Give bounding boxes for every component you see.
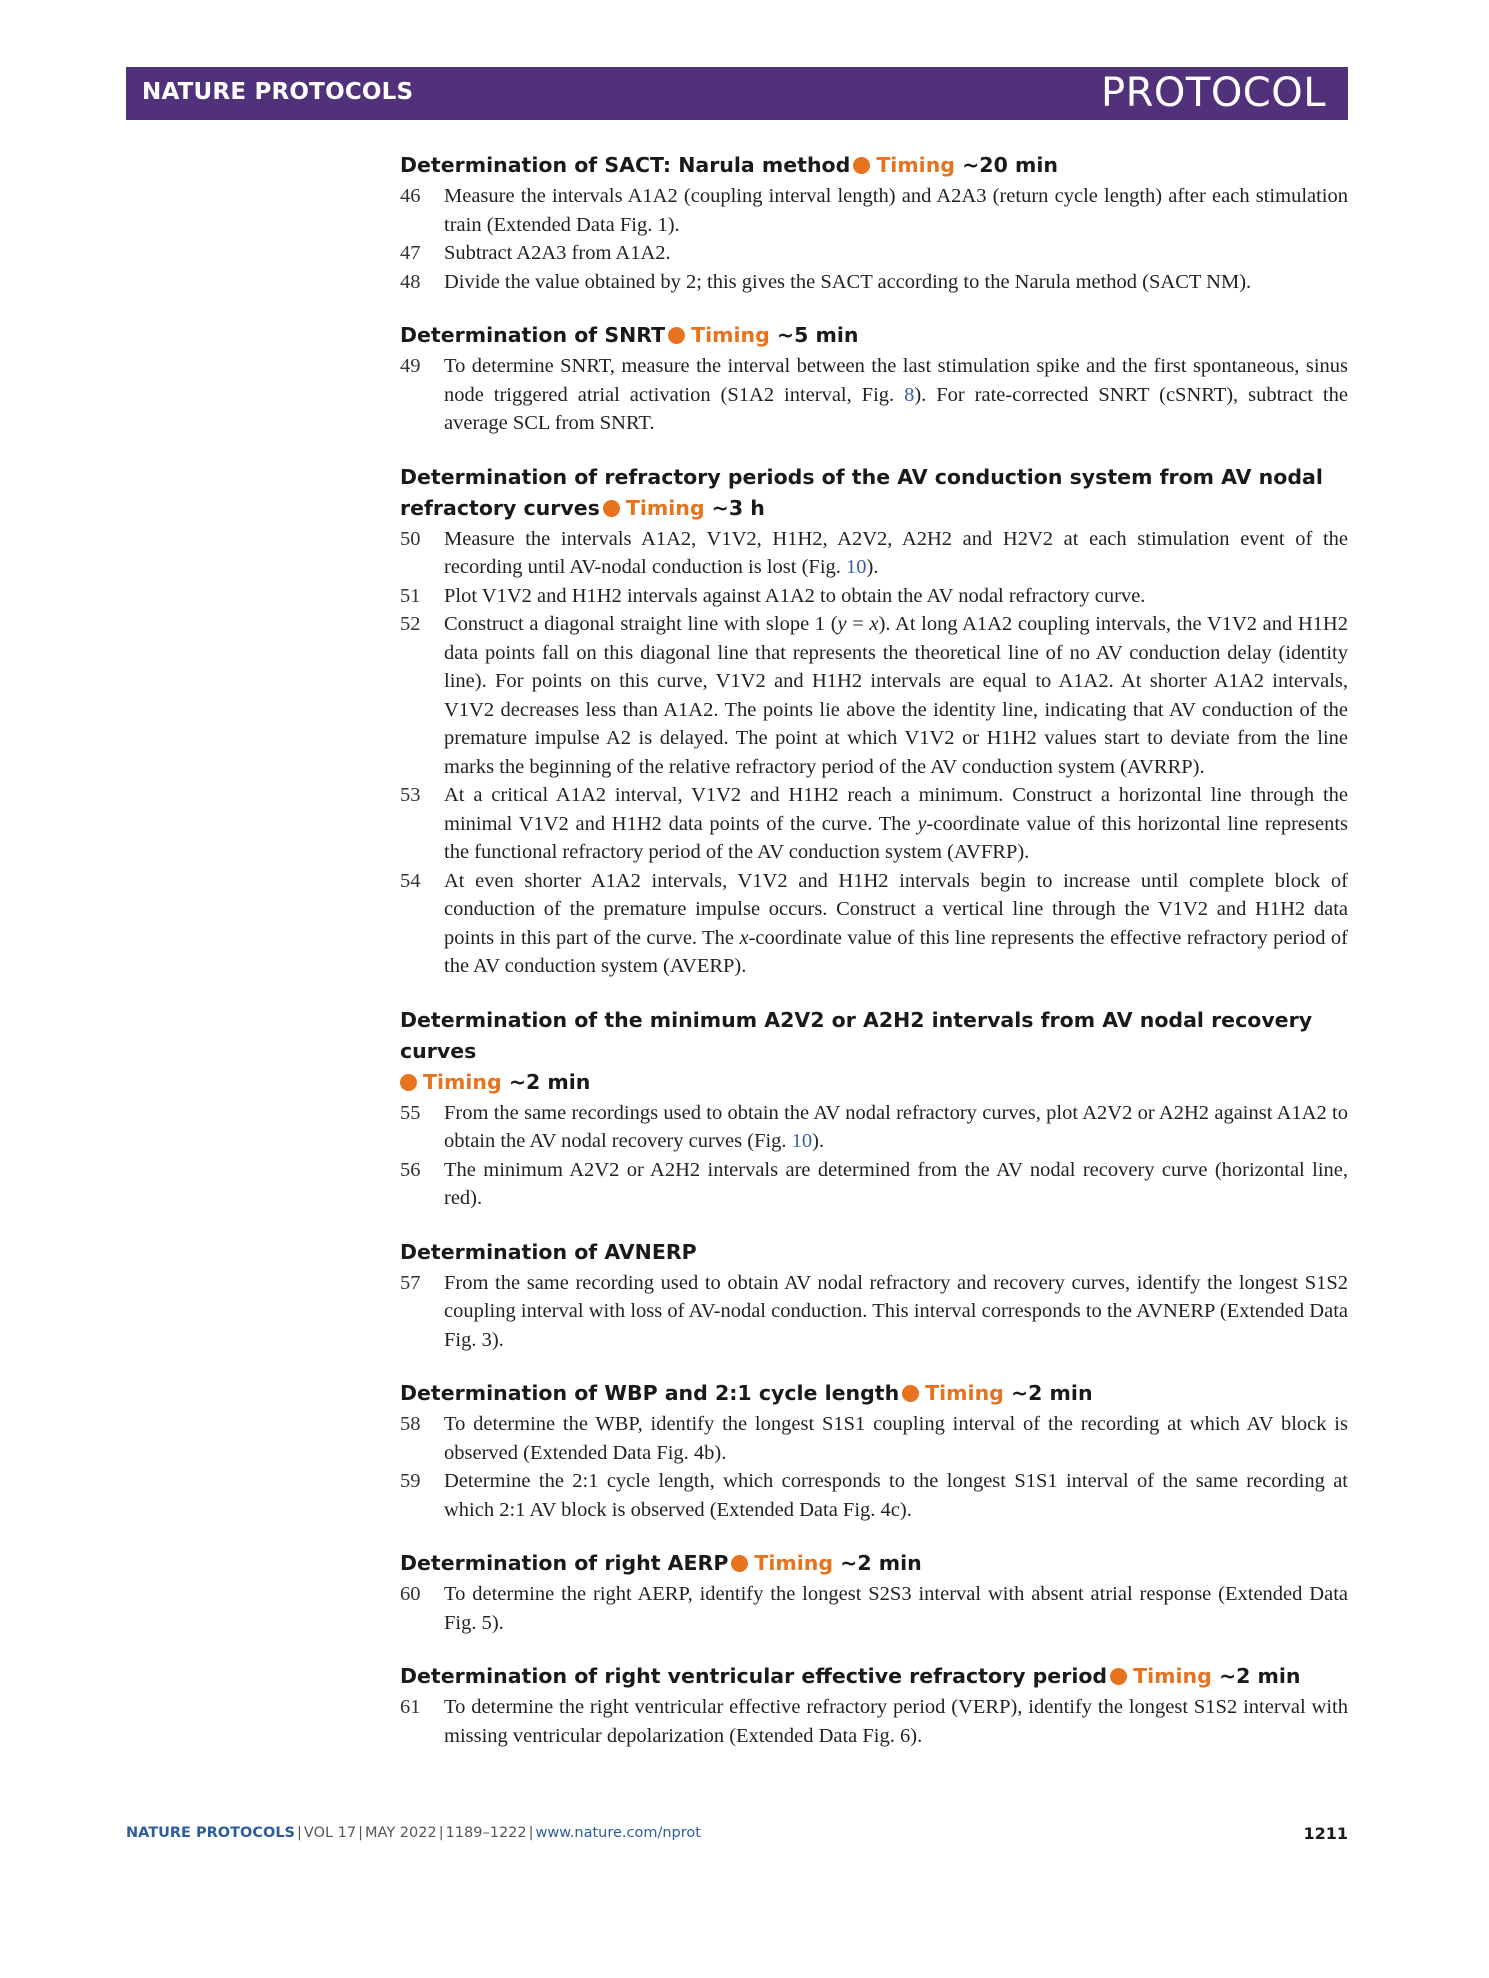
equation-op: = <box>846 613 870 635</box>
timing-label: Timing <box>691 323 770 347</box>
timing-value: ~5 min <box>776 323 859 347</box>
step <box>400 525 1348 582</box>
step-number: 47 <box>400 242 421 264</box>
step-text <box>444 867 1348 981</box>
step-text-part: At even shorter A1A2 intervals, V1V2 and H1H2 intervals begin to increase until complete block of conduction of the premature impulse occurs. Construct a vertical line through the V1V2 and H1H2 data points in this part of the curve. The <box>444 869 1348 949</box>
timing-value: ~2 min <box>840 1551 922 1575</box>
figure-link[interactable]: 10 <box>791 1130 813 1152</box>
italic-var: y <box>917 812 927 835</box>
section-title: Determination of the minimum A2V2 or A2H2 intervals from AV nodal recovery curves <box>400 1007 1313 1063</box>
step-number: 60 <box>400 1583 421 1605</box>
timing-value: ~20 min <box>962 153 1058 177</box>
step-number: 52 <box>400 613 421 635</box>
step-text <box>444 781 1348 867</box>
step-number: 46 <box>400 185 421 207</box>
step-number: 51 <box>400 584 421 607</box>
footer-citation <box>126 1825 701 1841</box>
step <box>400 867 1348 981</box>
document-type: PROTOCOL <box>1100 70 1326 116</box>
timing-value: ~2 min <box>1218 1664 1301 1688</box>
italic-var: x <box>739 926 749 949</box>
step-number: 48 <box>400 270 421 293</box>
step-text-part: From the same recordings used to obtain the AV nodal refractory curves, plot A2V2 or A2H2 against A1A2 to obtain the AV nodal recovery curves (Fig. <box>444 1101 1348 1152</box>
step <box>400 182 1348 239</box>
step-text <box>444 610 1348 781</box>
timing-dot-icon <box>400 1074 417 1091</box>
step-text: To determine the right AERP, identify the longest S2S3 interval with absent atrial response (Extended Data Fig. 5). <box>444 1583 1348 1634</box>
timing-dot-icon <box>902 1385 919 1402</box>
step-text-part: -coordinate value of this line represents the effective refractory period of the AV conduction system (AVERP). <box>444 926 1348 977</box>
page-number: 1211 <box>1303 1824 1348 1843</box>
step <box>400 239 1348 268</box>
step <box>400 1693 1348 1750</box>
step-text <box>444 352 1348 438</box>
footer-journal: NATURE PROTOCOLS <box>126 1825 296 1841</box>
step-number: 59 <box>400 1470 421 1492</box>
footer-volume: VOL 17 <box>303 1825 357 1841</box>
figure-link[interactable]: 10 <box>846 556 867 578</box>
section-snrt <box>400 320 1348 438</box>
equation-var: y <box>837 613 847 635</box>
footer-pages: 1189–1222 <box>445 1825 527 1841</box>
timing-label: Timing <box>423 1069 502 1094</box>
step-text-part: At a critical A1A2 interval, V1V2 and H1H2 reach a minimum. Construct a horizontal line through the minimal V1V2 and H1H2 data points of the curve. The <box>444 784 1348 835</box>
section-heading <box>400 1661 1348 1692</box>
step <box>400 268 1348 297</box>
step <box>400 582 1348 611</box>
separator: | <box>358 1825 364 1841</box>
step <box>400 1467 1348 1524</box>
section-av-refractory <box>400 462 1348 981</box>
timing-label: Timing <box>876 153 955 177</box>
step-text-part: ). At long A1A2 coupling intervals, the V1V2 and H1H2 data points fall on this diagonal line that represents the theoretical line of no AV conduction delay (identity line). For points on this curve, V1V2 and H1H2 intervals are equal to A1A2. At shorter A1A2 intervals, V1V2 decreases less than A1A2. The points lie above the identity line, indicating that AV conduction of the premature impulse A2 is delayed. The point at which V1V2 or H1H2 values start to deviate from the line marks the beginning of the relative refractory period of the AV conduction system (AVRRP). <box>444 613 1348 778</box>
footer-date: MAY 2022 <box>365 1825 437 1841</box>
step-text <box>444 525 1348 582</box>
step-text: Subtract A2A3 from A1A2. <box>444 242 671 264</box>
timing-label: Timing <box>1133 1664 1212 1688</box>
step-text-part: -coordinate value of this horizontal line represents the functional refractory period of the AV conduction system (AVFRP). <box>444 812 1348 863</box>
step-number: 54 <box>400 869 421 892</box>
step-number: 55 <box>400 1101 421 1124</box>
step-text: Measure the intervals A1A2 (coupling interval length) and A2A3 (return cycle length) after each stimulation train (Extended Data Fig. 1). <box>444 185 1348 236</box>
step <box>400 352 1348 438</box>
step-text-part: Measure the intervals A1A2, V1V2, H1H2, A2V2, A2H2 and H2V2 at each stimulation event of the recording until AV-nodal conduction is lost (Fig. <box>444 527 1348 578</box>
step-text-part: ). For rate-corrected SNRT (cSNRT), subtract the average SCL from SNRT. <box>444 383 1348 434</box>
section-title: Determination of WBP and 2:1 cycle length <box>400 1381 900 1405</box>
step <box>400 610 1348 781</box>
timing-dot-icon <box>603 500 620 517</box>
step <box>400 1269 1348 1355</box>
step-number: 58 <box>400 1413 421 1435</box>
section-heading <box>400 1237 1348 1268</box>
step-text: Determine the 2:1 cycle length, which corresponds to the longest S1S1 interval of the same recording at which 2:1 AV block is observed (Extended Data Fig. 4c). <box>444 1470 1348 1521</box>
timing-dot-icon <box>668 327 685 344</box>
section-title: Determination of SACT: Narula method <box>400 153 851 177</box>
step-text-part: To determine SNRT, measure the interval between the last stimulation spike and the first spontaneous, sinus node triggered atrial activation (S1A2 interval, Fig. <box>444 355 1348 406</box>
section-title: Determination of right ventricular effective refractory period <box>400 1664 1108 1688</box>
section-title: Determination of AVNERP <box>400 1239 697 1264</box>
separator: | <box>438 1825 444 1841</box>
section-av-recovery <box>400 1005 1348 1213</box>
step <box>400 1099 1348 1156</box>
section-title: Determination of right AERP <box>400 1551 729 1575</box>
step-number: 53 <box>400 784 421 806</box>
figure-link[interactable]: 8 <box>904 383 915 406</box>
timing-label: Timing <box>625 495 705 520</box>
step-text: From the same recording used to obtain AV nodal refractory and recovery curves, identify the longest S1S2 coupling interval with loss of AV-nodal conduction. This interval corresponds to the AVNERP (Extended Data Fig. 3). <box>444 1271 1348 1351</box>
step-text <box>444 1099 1348 1156</box>
footer-url-link[interactable]: www.nature.com/nprot <box>535 1825 701 1841</box>
step-number: 61 <box>400 1696 421 1718</box>
timing-value: ~3 h <box>711 495 765 520</box>
section-heading <box>400 462 1348 524</box>
section-heading <box>400 1548 1348 1579</box>
step-text-part: Construct a diagonal straight line with slope 1 ( <box>444 613 838 635</box>
section-heading <box>400 1005 1348 1098</box>
timing-value: ~2 min <box>1010 1381 1093 1405</box>
section-avnerp <box>400 1237 1348 1355</box>
step-number: 49 <box>400 355 421 377</box>
step <box>400 1410 1348 1467</box>
section-title-cont: refractory curves <box>400 495 600 520</box>
step-text-part: ). <box>812 1130 825 1152</box>
step-number: 57 <box>400 1271 421 1294</box>
step-number: 50 <box>400 527 421 550</box>
step-text: To determine the WBP, identify the longest S1S1 coupling interval of the recording at which AV block is observed (Extended Data Fig. 4b). <box>444 1413 1348 1464</box>
journal-name: NATURE PROTOCOLS <box>142 79 414 105</box>
step <box>400 781 1348 867</box>
separator: | <box>297 1825 302 1841</box>
step-text: The minimum A2V2 or A2H2 intervals are determined from the AV nodal recovery curve (horizontal line, red). <box>444 1158 1348 1209</box>
step-text: To determine the right ventricular effective refractory period (VERP), identify the longest S1S2 interval with missing ventricular depolarization (Extended Data Fig. 6). <box>444 1696 1348 1747</box>
section-title: Determination of SNRT <box>400 323 666 347</box>
timing-label: Timing <box>925 1381 1004 1405</box>
header-bar <box>126 67 1348 120</box>
section-sact <box>400 150 1348 296</box>
step-number: 56 <box>400 1158 421 1181</box>
separator: | <box>528 1825 534 1841</box>
step-text: Plot V1V2 and H1H2 intervals against A1A2 to obtain the AV nodal refractory curve. <box>444 584 1146 607</box>
timing-dot-icon <box>1110 1668 1127 1685</box>
timing-value: ~2 min <box>508 1069 591 1094</box>
step <box>400 1580 1348 1637</box>
section-title: Determination of refractory periods of the AV conduction system from AV nodal <box>400 464 1323 489</box>
timing-dot-icon <box>853 157 870 174</box>
step-text-part: ). <box>866 556 879 578</box>
equation-var: x <box>869 613 879 635</box>
timing-dot-icon <box>731 1555 748 1572</box>
timing-label: Timing <box>754 1551 834 1575</box>
main-content <box>400 150 1348 1774</box>
section-verp <box>400 1661 1348 1750</box>
section-wbp <box>400 1378 1348 1524</box>
section-heading <box>400 1378 1348 1409</box>
step-text: Divide the value obtained by 2; this gives the SACT according to the Narula method (SACT NM). <box>444 270 1252 293</box>
section-heading <box>400 150 1348 181</box>
section-heading <box>400 320 1348 351</box>
section-right-aerp <box>400 1548 1348 1637</box>
step <box>400 1156 1348 1213</box>
